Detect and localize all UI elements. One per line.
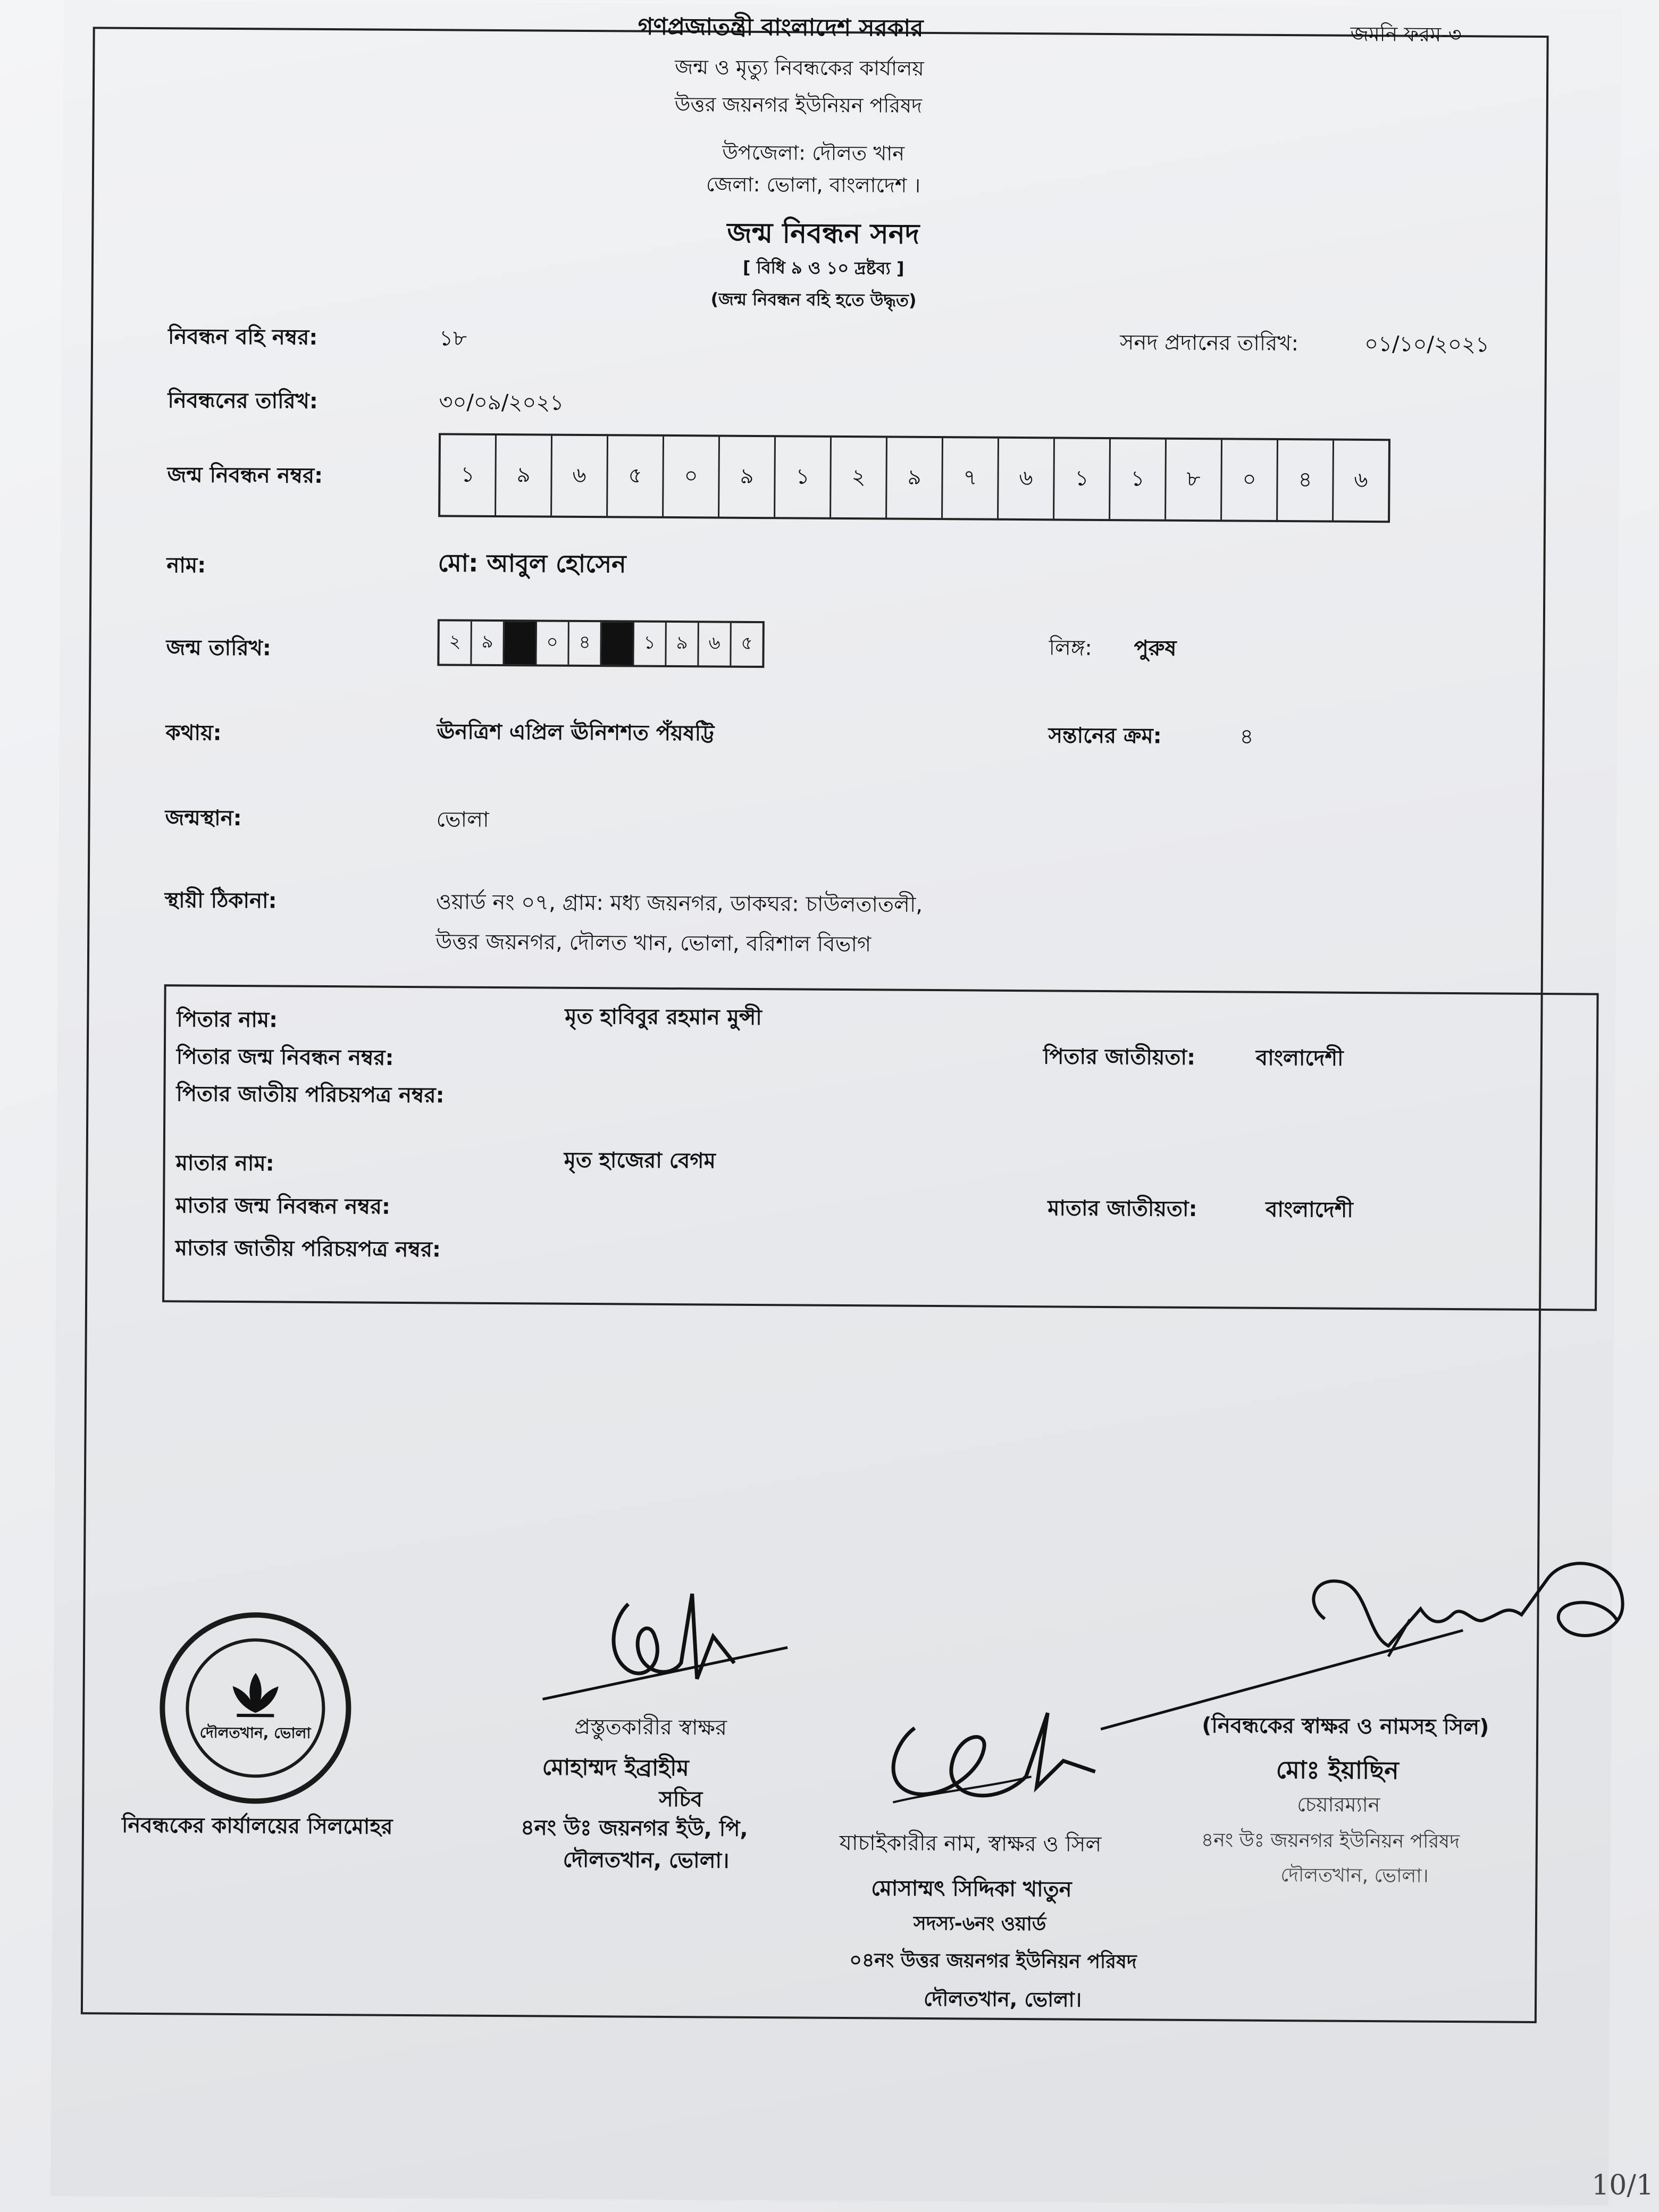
book-number-value: ১৮ xyxy=(439,326,467,351)
father-name-value: মৃত হাবিবুর রহমান মুন্সী xyxy=(565,1004,762,1030)
government-heading: গণপ্রজাতন্ত্রী বাংলাদেশ সরকার xyxy=(638,13,924,42)
mother-nationality-value: বাংলাদেশী xyxy=(1266,1197,1353,1222)
verifier-place: দৌলতখান, ভোলা। xyxy=(923,1987,1082,2012)
reg-digit: ৪ xyxy=(1278,440,1334,521)
preparer-office: ৪নং উঃ জয়নগর ইউ, পি, xyxy=(520,1815,748,1841)
father-reg-label: পিতার জন্ম নিবন্ধন নম্বর: xyxy=(176,1044,394,1070)
dob-boxes xyxy=(437,619,765,668)
address-line-2: উত্তর জয়নগর, দৌলত খান, ভোলা, বরিশাল বিভাগ xyxy=(435,929,872,957)
reg-digit: ৯ xyxy=(887,438,943,518)
mother-reg-label: মাতার জন্ম নিবন্ধন নম্বর: xyxy=(175,1193,391,1219)
reg-digit: ১ xyxy=(1110,439,1167,520)
name-value: মো: আবুল হোসেন xyxy=(438,548,626,579)
office-seal-caption: নিবন্ধকের কার্যালয়ের সিলমোহর xyxy=(121,1813,393,1839)
reg-digit: ৬ xyxy=(1354,467,1368,492)
reg-digit: ২ xyxy=(831,438,887,518)
address-line-1: ওয়ার্ড নং ০৭, গ্রাম: মধ্য জয়নগর, ডাকঘর: চাউলতাতলী, xyxy=(435,890,923,917)
verifier-name: মোসাম্মৎ সিদ্দিকা খাতুন xyxy=(871,1876,1072,1902)
office-heading: জন্ম ও মৃত্যু নিবন্ধকের কার্যালয় xyxy=(675,55,924,80)
dob-separator xyxy=(601,622,634,665)
parents-box xyxy=(162,984,1599,1311)
reg-digit: ৭ xyxy=(943,438,999,518)
office-seal-stamp xyxy=(159,1612,351,1804)
dob-separator xyxy=(504,622,537,664)
sex-label: লিঙ্গ: xyxy=(1049,635,1092,660)
mother-name-value: মৃত হাজেরা বেগম xyxy=(564,1147,716,1174)
father-nationality-value: বাংলাদেশী xyxy=(1255,1045,1344,1071)
certificate-title: জন্ম নিবন্ধন সনদ xyxy=(727,217,920,250)
registration-date-value: ৩০/০৯/২০২১ xyxy=(439,390,564,415)
seal-text: দৌলতখান, ভোলা xyxy=(199,1723,311,1742)
issue-date-value: ০১/১০/২০২১ xyxy=(1364,331,1490,357)
sex-value: পুরুষ xyxy=(1134,636,1177,661)
registrar-place: দৌলতখান, ভোলা। xyxy=(1280,1864,1429,1887)
registration-number-boxes xyxy=(438,433,1390,523)
book-number-label: নিবন্ধন বহি নম্বর: xyxy=(167,324,318,350)
lotus-emblem-icon xyxy=(226,1670,285,1718)
birthplace-value: ভোলা xyxy=(436,807,489,832)
registrar-caption: (নিবন্ধকের স্বাক্ষর ও নামসহ সিল) xyxy=(1202,1713,1489,1740)
registration-number-label: জন্ম নিবন্ধন নম্বর: xyxy=(167,463,323,488)
dob-digit: ৬ xyxy=(699,623,731,665)
reg-digit: ৫ xyxy=(608,436,664,516)
father-nationality-label: পিতার জাতীয়তা: xyxy=(1043,1044,1196,1070)
source-note: (জন্ম নিবন্ধন বহি হতে উদ্ধৃত) xyxy=(710,289,917,311)
in-words-label: কথায়: xyxy=(165,720,222,745)
preparer-place: দৌলতখান, ভোলা। xyxy=(563,1847,730,1873)
upazila-line: উপজেলা: দৌলত খান xyxy=(722,140,905,165)
rule-reference: [ বিধি ৯ ও ১০ দ্রষ্টব্য ] xyxy=(742,257,904,279)
reg-digit: ৬ xyxy=(999,439,1055,519)
mother-nid-label: মাতার জাতীয় পরিচয়পত্র নম্বর: xyxy=(175,1236,441,1262)
preparer-title: সচিব xyxy=(659,1787,703,1812)
verifier-office: ০৪নং উত্তর জয়নগর ইউনিয়ন পরিষদ xyxy=(849,1949,1137,1973)
dob-digit: ১ xyxy=(634,623,666,665)
reg-digit: ৯ xyxy=(719,437,776,517)
birth-order-label: সন্তানের ক্রম: xyxy=(1048,723,1162,749)
dob-digit: ০ xyxy=(537,622,569,664)
dob-label: জন্ম তারিখ: xyxy=(166,635,272,661)
dob-digit: ২ xyxy=(439,621,472,664)
reg-digit: ১ xyxy=(1054,439,1111,519)
preparer-caption: প্রস্তুতকারীর স্বাক্ষর xyxy=(574,1714,727,1740)
preparer-signature-icon xyxy=(532,1571,809,1711)
dob-digit: ৯ xyxy=(666,623,699,665)
registrar-title: চেয়ারম্যান xyxy=(1297,1792,1380,1817)
birthplace-label: জন্মস্থান: xyxy=(165,806,242,831)
dob-digit: ৪ xyxy=(569,622,601,665)
reg-digit: ০ xyxy=(664,437,720,517)
reg-digit: ০ xyxy=(1222,440,1278,520)
district-line: জেলা: ভোলা, বাংলাদেশ । xyxy=(706,172,921,197)
in-words-value: ঊনত্রিশ এপ্রিল ঊনিশশত পঁয়ষট্টি xyxy=(437,719,715,746)
reg-digit: ১ xyxy=(775,437,832,517)
birth-certificate-page xyxy=(51,0,1622,2206)
reg-digit: ১ xyxy=(440,435,497,515)
father-nid-label: পিতার জাতীয় পরিচয়পত্র নম্বর: xyxy=(176,1082,445,1108)
verifier-caption: যাচাইকারীর নাম, স্বাক্ষর ও সিল xyxy=(839,1830,1102,1857)
dob-digit: ৫ xyxy=(741,632,753,654)
union-heading: উত্তর জয়নগর ইউনিয়ন পরিষদ xyxy=(674,93,923,118)
page-number: 10/1 xyxy=(1591,2169,1654,2201)
dob-digit: ৯ xyxy=(472,622,504,664)
registration-date-label: নিবন্ধনের তারিখ: xyxy=(167,388,319,414)
preparer-name: মোহাম্মদ ইব্রাহীম xyxy=(542,1754,689,1781)
mother-nationality-label: মাতার জাতীয়তা: xyxy=(1048,1196,1197,1222)
registrar-office: ৪নং উঃ জয়নগর ইউনিয়ন পরিষদ xyxy=(1201,1829,1460,1853)
reg-digit: ৮ xyxy=(1166,440,1222,520)
address-label: স্থায়ী ঠিকানা: xyxy=(164,888,277,914)
name-label: নাম: xyxy=(166,553,206,578)
birth-order-value: ৪ xyxy=(1239,724,1254,749)
issue-date-label: সনদ প্রদানের তারিখ: xyxy=(1119,330,1299,356)
registrar-name: মোঃ ইয়াছিন xyxy=(1276,1755,1399,1785)
form-number: জমনি ফরম-৩ xyxy=(1350,22,1462,47)
reg-digit: ৬ xyxy=(552,436,608,516)
father-name-label: পিতার নাম: xyxy=(177,1007,278,1033)
reg-digit: ৯ xyxy=(496,435,552,516)
verifier-signature-icon xyxy=(872,1696,1106,1825)
mother-name-label: মাতার নাম: xyxy=(175,1151,274,1176)
verifier-title: সদস্য-৬নং ওয়ার্ড xyxy=(913,1912,1046,1936)
